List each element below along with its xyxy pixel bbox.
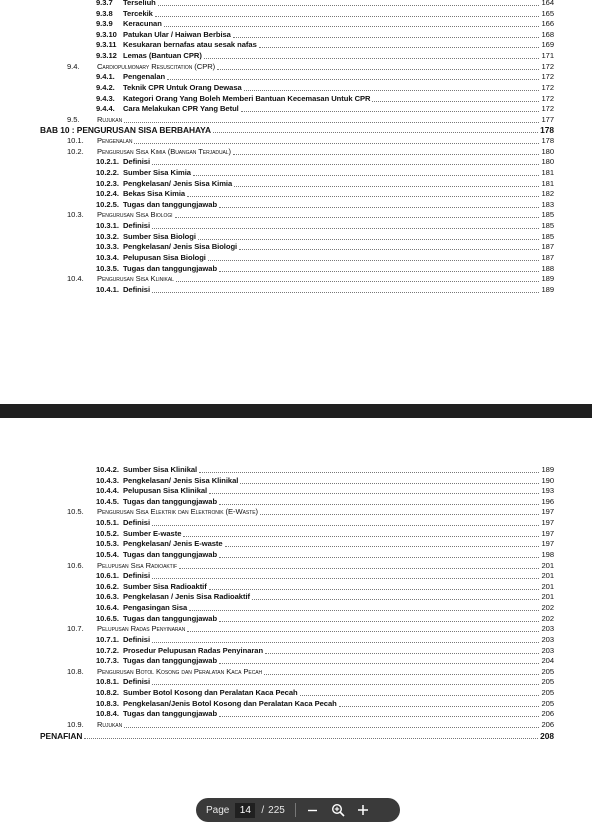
toc-entry-number: 10.3.	[67, 210, 84, 220]
pdf-viewer-toolbar	[196, 798, 400, 822]
zoom-button[interactable]	[330, 802, 346, 818]
toc-page-number: 204	[541, 656, 554, 666]
toc-subsection-entry[interactable]	[96, 645, 554, 656]
toc-subsection-entry[interactable]	[96, 655, 554, 666]
toc-dot-leader	[155, 15, 540, 17]
page-label: Page	[206, 804, 230, 816]
toc-page-number: 178	[540, 125, 554, 136]
toc-subsection-entry[interactable]	[96, 676, 554, 687]
toc-entry-title: Pelupusan Sisa Klinikal	[123, 486, 208, 496]
toc-entry-title: Terseliuh	[123, 0, 156, 7]
toc-entry-title: Definisi	[123, 634, 151, 644]
toc-entry-title: Definisi	[123, 221, 151, 231]
toc-entry-title: Pengurusan Sisa Kimia (Buangan Terjadual)	[97, 146, 232, 156]
toc-page-number: 171	[541, 51, 554, 61]
toc-entry-title: Bekas Sisa Kimia	[123, 189, 186, 199]
toc-entry-number: 10.4.4.	[96, 486, 119, 496]
toc-dot-leader	[124, 726, 539, 728]
toc-page-number: 196	[541, 496, 554, 506]
toc-page-number: 205	[541, 698, 554, 708]
toc-entry-title: Prosedur Pelupusan Radas Penyinaran	[123, 645, 264, 655]
toc-page-number: 188	[541, 263, 554, 273]
toc-subsection-entry[interactable]	[96, 602, 554, 613]
toc-section-entry[interactable]	[67, 506, 554, 517]
toc-entry-title: Pengkelasan/ Jenis E-waste	[123, 539, 223, 549]
toc-entry-title: Pengkelasan / Jenis Sisa Radioaktif	[123, 592, 250, 602]
toc-entry-title: Sumber Sisa Kimia	[123, 167, 191, 177]
toc-subsection-entry[interactable]	[96, 538, 554, 549]
toc-page-number: 172	[541, 61, 554, 71]
toc-page-number: 197	[541, 528, 554, 538]
toc-dot-leader	[339, 705, 540, 707]
toc-dot-leader	[259, 46, 540, 48]
toc-dot-leader	[193, 174, 540, 176]
toc-dot-leader	[152, 163, 539, 165]
toc-dot-leader	[152, 641, 539, 643]
toc-page-number: 187	[541, 242, 554, 252]
toc-subsection-entry[interactable]	[96, 231, 554, 242]
toc-subsection-entry[interactable]	[96, 570, 554, 581]
toc-entry-title: Pengurusan Sisa Klinikal	[97, 274, 174, 284]
toc-dot-leader	[179, 567, 539, 569]
toc-dot-leader	[164, 25, 540, 27]
toc-entry-number: 9.5.	[67, 114, 80, 124]
toc-page-number: 202	[541, 603, 554, 613]
toc-page-number: 183	[541, 199, 554, 209]
toc-dot-leader	[241, 110, 540, 112]
toc-entry-title: Patukan Ular / Haiwan Berbisa	[123, 29, 231, 39]
toc-page-number: 185	[541, 231, 554, 241]
toc-page-number: 180	[541, 157, 554, 167]
toc-dot-leader	[219, 206, 539, 208]
toc-entry-title: Definisi	[123, 571, 151, 581]
toc-entry-number: 10.2.5.	[96, 199, 119, 209]
toc-subsection-entry[interactable]	[96, 284, 554, 295]
toc-page-number: 197	[541, 507, 554, 517]
toc-entry-title: BAB 10 : PENGURUSAN SISA BERBAHAYA	[40, 125, 211, 136]
toc-dot-leader	[124, 121, 539, 123]
toc-dot-leader	[233, 36, 540, 38]
toc-entry-number: 9.4.4.	[96, 104, 115, 114]
toc-section-entry[interactable]	[67, 623, 554, 634]
toc-entry-number: 9.3.10	[96, 29, 117, 39]
toc-page-number: 172	[541, 82, 554, 92]
toc-subsection-entry[interactable]	[96, 71, 554, 82]
toc-entry-number: 9.3.12	[96, 51, 117, 61]
toc-dot-leader	[204, 57, 540, 59]
toc-page-number: 164	[541, 0, 554, 7]
toc-entry-title: Kategori Orang Yang Boleh Memberi Bantuan Kecemasan Untuk CPR	[123, 93, 371, 103]
toc-subsection-entry[interactable]	[96, 581, 554, 592]
toc-entry-title: Pelupusan Sisa Radioaktif	[97, 560, 177, 570]
toc-entry-number: 10.6.	[67, 560, 84, 570]
toc-entry-number: 10.2.	[67, 146, 84, 156]
toc-entry-title: Pengkelasan/ Jenis Sisa Klinikal	[123, 475, 239, 485]
toc-page-number: 208	[540, 730, 554, 741]
toc-entry-number: 10.5.4.	[96, 549, 119, 559]
toc-dot-leader	[265, 652, 539, 654]
toc-entry-number: 10.8.2.	[96, 688, 119, 698]
toc-subsection-entry[interactable]	[96, 188, 554, 199]
toc-entry-number: 10.3.5.	[96, 263, 119, 273]
zoom-in-button[interactable]	[355, 802, 371, 818]
toc-entry-number: 9.4.	[67, 61, 80, 71]
zoom-in-icon	[331, 803, 345, 817]
toc-page-number: 203	[541, 634, 554, 644]
toc-dot-leader	[152, 291, 539, 293]
toc-section-entry[interactable]	[67, 273, 554, 284]
toc-subsection-entry[interactable]	[96, 29, 554, 40]
toc-page-number: 180	[541, 146, 554, 156]
toc-dot-leader	[213, 131, 538, 133]
toc-entry-number: 9.3.8	[96, 8, 113, 18]
toc-page-number: 169	[541, 40, 554, 50]
toc-entry-number: 9.3.11	[96, 40, 117, 50]
plus-icon	[357, 804, 369, 816]
toolbar-divider	[295, 803, 296, 817]
toc-subsection-entry[interactable]	[96, 528, 554, 539]
toc-entry-title: Cardiopulmonary Resuscitation (CPR)	[97, 61, 216, 71]
toc-subsection-entry[interactable]	[96, 241, 554, 252]
toc-subsection-entry[interactable]	[96, 18, 554, 29]
toc-entry-title: Definisi	[123, 518, 151, 528]
toc-subsection-entry[interactable]	[96, 220, 554, 231]
toc-entry-number: 10.2.4.	[96, 189, 119, 199]
toc-entry-title: Sumber Botol Kosong dan Peralatan Kaca Pecah	[123, 688, 298, 698]
toc-dot-leader	[217, 68, 539, 70]
toc-dot-leader	[152, 683, 539, 685]
toc-entry-number: 10.5.2.	[96, 528, 119, 538]
toc-entry-number: 10.8.3.	[96, 698, 119, 708]
toc-subsection-entry[interactable]	[96, 687, 554, 698]
toc-section-entry[interactable]	[67, 135, 554, 146]
toc-page-number: 193	[541, 486, 554, 496]
toc-dot-leader	[158, 4, 540, 6]
toc-subsection-entry[interactable]	[96, 93, 554, 104]
toc-subsection-entry[interactable]	[96, 8, 554, 19]
toc-subsection-entry[interactable]	[96, 39, 554, 50]
toc-page-number: 177	[541, 114, 554, 124]
toc-entry-title: Cara Melakukan CPR Yang Betul	[123, 104, 239, 114]
toc-entry-number: 10.3.4.	[96, 252, 119, 262]
toc-dot-leader	[209, 492, 539, 494]
toc-dot-leader	[198, 238, 540, 240]
toc-subsection-entry[interactable]	[96, 591, 554, 602]
toc-dot-leader	[189, 609, 539, 611]
toc-page-number: 190	[541, 475, 554, 485]
toc-entry-title: Definisi	[123, 284, 151, 294]
toc-entry-number: 10.2.1.	[96, 157, 119, 167]
toc-dot-leader	[219, 715, 539, 717]
document-page-top	[0, 0, 592, 404]
toc-page-number: 198	[541, 549, 554, 559]
toc-page-number: 205	[541, 677, 554, 687]
toc-dot-leader	[134, 142, 539, 144]
document-page-bottom	[0, 418, 592, 819]
toc-section-entry[interactable]	[67, 560, 554, 571]
toc-entry-number: 10.9.	[67, 719, 84, 729]
toc-entry-title: Pelupusan Radas Penyinaran	[97, 624, 186, 634]
toc-entry-title: Tugas dan tanggungjawab	[123, 549, 218, 559]
toc-entry-number: 10.5.3.	[96, 539, 119, 549]
toc-dot-leader	[219, 503, 539, 505]
toc-dot-leader	[152, 577, 539, 579]
toc-entry-title: Rujukan	[97, 114, 123, 124]
toc-entry-number: 9.3.7	[96, 0, 113, 7]
toc-entry-title: Pengasingan Sisa	[123, 603, 188, 613]
toc-dot-leader	[219, 620, 539, 622]
toc-entry-title: Pengkelasan/Jenis Botol Kosong dan Peralatan Kaca Pecah	[123, 698, 337, 708]
toc-page-number: 178	[541, 136, 554, 146]
toc-entry-title: Pengurusan Sisa Elektrik dan Elektronik (E-Waste)	[97, 507, 258, 517]
toc-subsection-entry[interactable]	[96, 50, 554, 61]
toc-subsection-entry[interactable]	[96, 103, 554, 114]
toc-chapter-entry[interactable]	[40, 730, 554, 741]
toc-entry-number: 10.6.2.	[96, 581, 119, 591]
toc-subsection-entry[interactable]	[96, 698, 554, 709]
toc-page-number: 185	[541, 221, 554, 231]
toc-entry-number: 10.3.1.	[96, 221, 119, 231]
toc-dot-leader	[372, 100, 539, 102]
toc-dot-leader	[252, 598, 539, 600]
toc-entry-number: 10.7.2.	[96, 645, 119, 655]
toc-dot-leader	[244, 89, 540, 91]
toc-entry-number: 10.8.4.	[96, 709, 119, 719]
toc-page-number: 205	[541, 666, 554, 676]
toc-page-number: 189	[541, 284, 554, 294]
toc-subsection-entry[interactable]	[96, 549, 554, 560]
toc-entry-title: Teknik CPR Untuk Orang Dewasa	[123, 82, 242, 92]
toc-dot-leader	[240, 482, 539, 484]
toc-entry-title: Tugas dan tanggungjawab	[123, 263, 218, 273]
toc-page-number: 172	[541, 93, 554, 103]
toc-entry-title: Pengenalan	[97, 136, 133, 146]
toc-dot-leader	[175, 216, 540, 218]
toc-dot-leader	[176, 280, 540, 282]
toc-entry-number: 9.4.1.	[96, 72, 115, 82]
toc-entry-number: 10.8.	[67, 666, 84, 676]
toc-entry-number: 10.4.3.	[96, 475, 119, 485]
toc-page-number: 206	[541, 719, 554, 729]
toc-subsection-entry[interactable]	[96, 708, 554, 719]
toc-page-number: 203	[541, 624, 554, 634]
toc-subsection-entry[interactable]	[96, 167, 554, 178]
toc-page-number: 189	[541, 465, 554, 474]
toc-entry-title: Sumber Sisa Radioaktif	[123, 581, 207, 591]
toc-section-entry[interactable]	[67, 114, 554, 125]
toc-page-number: 201	[541, 560, 554, 570]
toc-dot-leader	[199, 471, 539, 473]
toc-page-number: 182	[541, 189, 554, 199]
toc-dot-leader	[208, 259, 540, 261]
toc-entry-title: Kesukaran bernafas atau sesak nafas	[123, 40, 257, 50]
toc-subsection-entry[interactable]	[96, 496, 554, 507]
toc-entry-title: Definisi	[123, 157, 151, 167]
toc-dot-leader	[187, 630, 539, 632]
toc-entry-number: 10.4.	[67, 274, 84, 284]
toc-dot-leader	[219, 662, 539, 664]
toc-subsection-entry[interactable]	[96, 82, 554, 93]
toc-entry-number: 9.4.2.	[96, 82, 115, 92]
toc-subsection-entry[interactable]	[96, 517, 554, 528]
toc-entry-title: Definisi	[123, 677, 151, 687]
toc-entry-title: Pengenalan	[123, 72, 166, 82]
toc-chapter-entry[interactable]	[40, 124, 554, 135]
toc-page-number: 185	[541, 210, 554, 220]
toc-page-number: 166	[541, 19, 554, 29]
toc-page-number: 201	[541, 571, 554, 581]
page-number-input[interactable]	[235, 803, 255, 818]
toc-entry-number: 10.4.5.	[96, 496, 119, 506]
toc-dot-leader	[84, 737, 538, 739]
toc-entry-number: 10.4.2.	[96, 465, 119, 474]
toc-subsection-entry[interactable]	[96, 475, 554, 486]
toc-entry-number: 10.2.3.	[96, 178, 119, 188]
toc-dot-leader	[300, 694, 540, 696]
toc-dot-leader	[234, 185, 539, 187]
toc-dot-leader	[260, 513, 539, 515]
toc-entry-number: 10.7.1.	[96, 634, 119, 644]
toc-entry-title: Tugas dan tanggungjawab	[123, 496, 218, 506]
toc-dot-leader	[152, 227, 539, 229]
toc-page-number: 165	[541, 8, 554, 18]
toc-entry-number: 10.1.	[67, 136, 84, 146]
toc-page-number: 172	[541, 72, 554, 82]
toc-entry-number: 10.8.1.	[96, 677, 119, 687]
toc-entry-title: Keracunan	[123, 19, 162, 29]
toc-page-number: 189	[541, 274, 554, 284]
toc-dot-leader	[219, 270, 539, 272]
toc-entry-number: 10.3.2.	[96, 231, 119, 241]
toc-dot-leader	[167, 78, 539, 80]
zoom-out-button[interactable]	[305, 802, 321, 818]
toc-page-number: 206	[541, 709, 554, 719]
page-separator	[0, 404, 592, 418]
toc-entry-number: 10.6.1.	[96, 571, 119, 581]
toc-section-entry[interactable]	[67, 719, 554, 730]
toc-page-number: 201	[541, 581, 554, 591]
toc-subsection-entry[interactable]	[96, 634, 554, 645]
toc-section-entry[interactable]	[67, 61, 554, 72]
toc-entry-title: Sumber Sisa Biologi	[123, 231, 196, 241]
toc-entry-number: 9.4.3.	[96, 93, 115, 103]
toc-section-entry[interactable]	[67, 666, 554, 677]
toc-entry-number: 10.6.3.	[96, 592, 119, 602]
toc-entry-number: 10.5.	[67, 507, 84, 517]
toc-entry-title: Tugas dan tanggungjawab	[123, 199, 218, 209]
toc-entry-number: 10.5.1.	[96, 518, 119, 528]
toc-entry-number: 10.4.1.	[96, 284, 119, 294]
toc-page-number: 202	[541, 613, 554, 623]
toc-entry-title: Pengkelasan/ Jenis Sisa Biologi	[123, 242, 238, 252]
toc-page-number: 197	[541, 539, 554, 549]
toc-dot-leader	[239, 248, 539, 250]
toc-entry-number: 9.3.9	[96, 19, 113, 29]
toc-section-entry[interactable]	[67, 146, 554, 157]
toc-dot-leader	[225, 545, 540, 547]
toc-dot-leader	[219, 556, 539, 558]
toc-entry-title: Pengkelasan/ Jenis Sisa Kimia	[123, 178, 233, 188]
toc-subsection-entry[interactable]	[96, 156, 554, 167]
toc-page-number: 203	[541, 645, 554, 655]
toc-entry-title: Pelupusan Sisa Biologi	[123, 252, 206, 262]
toc-section-entry[interactable]	[67, 209, 554, 220]
toc-subsection-entry[interactable]	[96, 178, 554, 189]
toc-dot-leader	[209, 588, 540, 590]
toc-subsection-entry[interactable]	[96, 613, 554, 624]
toc-dot-leader	[152, 524, 539, 526]
toc-subsection-entry[interactable]	[96, 263, 554, 274]
toc-subsection-entry[interactable]	[96, 485, 554, 496]
toc-page-number: 172	[541, 104, 554, 114]
toc-entry-title: Sumber E-waste	[123, 528, 182, 538]
toc-entry-title: Tugas dan tanggungjawab	[123, 656, 218, 666]
toc-entry-number: 10.6.4.	[96, 603, 119, 613]
minus-icon	[307, 805, 318, 816]
toc-page-number: 197	[541, 518, 554, 528]
toc-entry-number: 10.3.3.	[96, 242, 119, 252]
toc-entry-title: Tugas dan tanggungjawab	[123, 613, 218, 623]
total-pages: 225	[268, 804, 285, 816]
toc-entry-title: PENAFIAN	[40, 730, 83, 741]
toc-entry-title: Tercekik	[123, 8, 153, 18]
toc-dot-leader	[187, 195, 539, 197]
toc-page-number: 187	[541, 252, 554, 262]
page-separator-slash: /	[261, 804, 265, 816]
toc-entry-title: Pengurusan Botol Kosong dan Peralatan Kaca Pecah	[97, 666, 263, 676]
toc-entry-title: Pengurusan Sisa Biologi	[97, 210, 173, 220]
toc-entry-number: 10.7.	[67, 624, 84, 634]
toc-page-number: 168	[541, 29, 554, 39]
toc-dot-leader	[233, 153, 539, 155]
toc-entry-number: 10.7.3.	[96, 656, 119, 666]
toc-entry-title: Lemas (Bantuan CPR)	[123, 51, 202, 61]
toc-dot-leader	[264, 673, 539, 675]
toc-entry-number: 10.2.2.	[96, 167, 119, 177]
toc-subsection-entry[interactable]	[96, 199, 554, 210]
toc-page-number: 201	[541, 592, 554, 602]
toc-subsection-entry[interactable]	[96, 252, 554, 263]
toc-page-number: 181	[541, 167, 554, 177]
toc-page-number: 205	[541, 688, 554, 698]
toc-entry-title: Rujukan	[97, 719, 123, 729]
toc-page-number: 181	[541, 178, 554, 188]
toc-entry-title: Sumber Sisa Klinikal	[123, 465, 198, 474]
toc-entry-title: Tugas dan tanggungjawab	[123, 709, 218, 719]
toc-entry-number: 10.6.5.	[96, 613, 119, 623]
toc-subsection-entry[interactable]	[96, 464, 554, 475]
toc-dot-leader	[183, 535, 539, 537]
